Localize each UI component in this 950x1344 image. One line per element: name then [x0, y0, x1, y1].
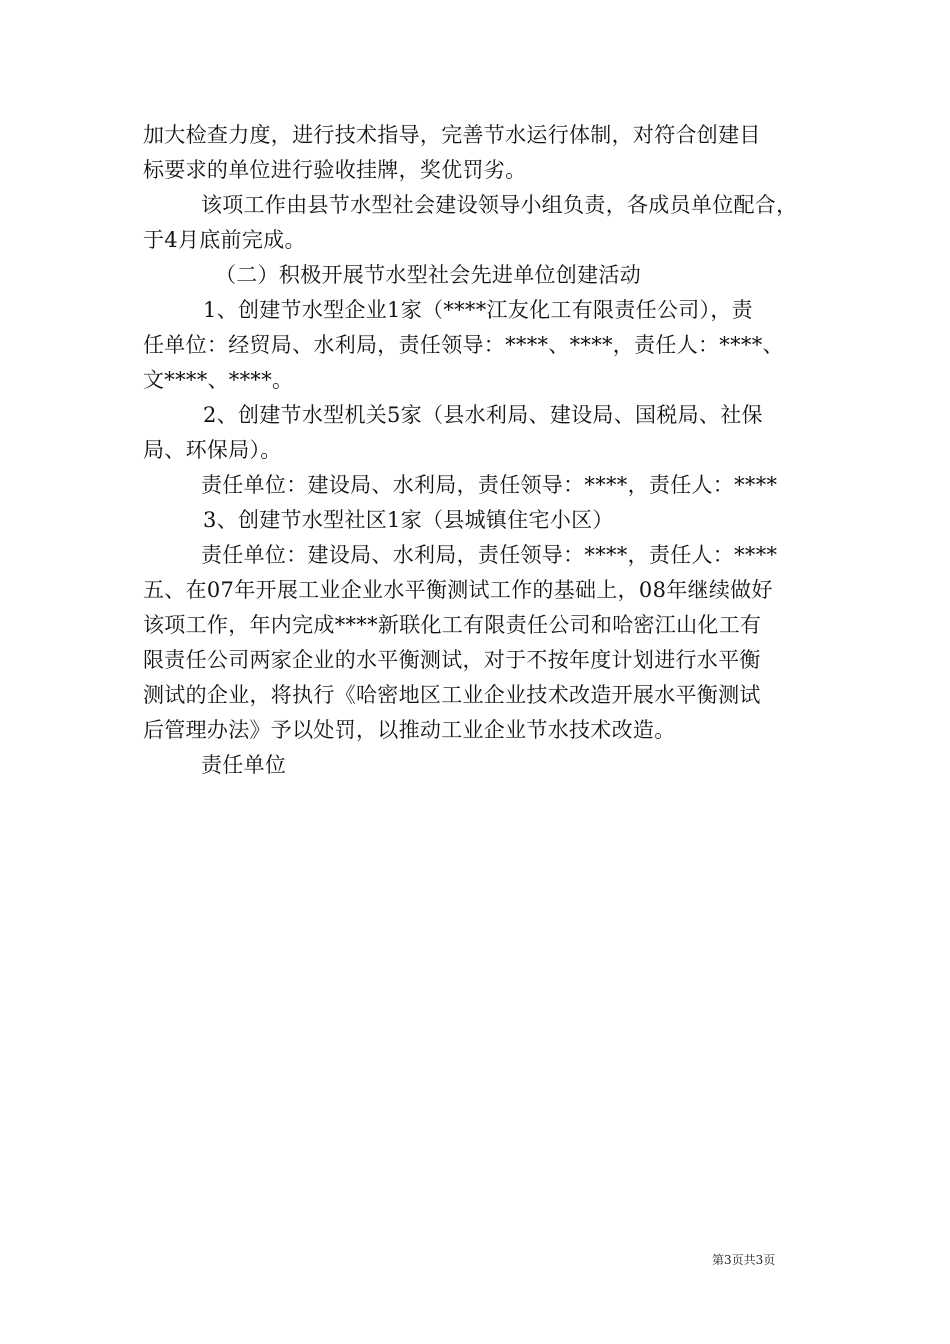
- text-line: 该项工作，年内完成****新联化工有限责任公司和哈密江山化工有: [143, 613, 762, 637]
- text-line: 于4月底前完成。: [143, 228, 306, 252]
- text-line: 任单位：经贸局、水利局，责任领导：****、****，责任人：****、: [143, 333, 784, 357]
- text-line: 3、创建节水型社区1家（县城镇住宅小区）: [203, 508, 614, 532]
- section-heading: （二）积极开展节水型社会先进单位创建活动: [215, 263, 641, 287]
- document-body: [143, 118, 823, 783]
- text-line: 五、在07年开展工业企业水平衡测试工作的基础上，08年继续做好: [143, 578, 773, 602]
- text-line: 责任单位: [201, 753, 287, 777]
- text-line: 2、创建节水型机关5家（县水利局、建设局、国税局、社保: [203, 403, 763, 427]
- text-line: 加大检查力度，进行技术指导，完善节水运行体制，对符合创建目: [143, 123, 761, 147]
- text-line: 该项工作由县节水型社会建设领导小组负责，各成员单位配合，: [201, 193, 798, 217]
- text-line: 责任单位：建设局、水利局，责任领导：****，责任人：****: [201, 473, 778, 497]
- text-line: 文****、****。: [143, 368, 294, 392]
- text-line: 测试的企业，将执行《哈密地区工业企业技术改造开展水平衡测试: [143, 683, 761, 707]
- text-line: 1、创建节水型企业1家（****江友化工有限责任公司），责: [203, 298, 753, 322]
- text-line: 限责任公司两家企业的水平衡测试，对于不按年度计划进行水平衡: [143, 648, 761, 672]
- text-line: 责任单位：建设局、水利局，责任领导：****，责任人：****: [201, 543, 778, 567]
- text-line: 局、环保局）。: [143, 438, 282, 462]
- page-number: 第3页共3页: [712, 1253, 776, 1267]
- text-line: 后管理办法》予以处罚，以推动工业企业节水技术改造。: [143, 718, 676, 742]
- text-line: 标要求的单位进行验收挂牌，奖优罚劣。: [143, 158, 527, 182]
